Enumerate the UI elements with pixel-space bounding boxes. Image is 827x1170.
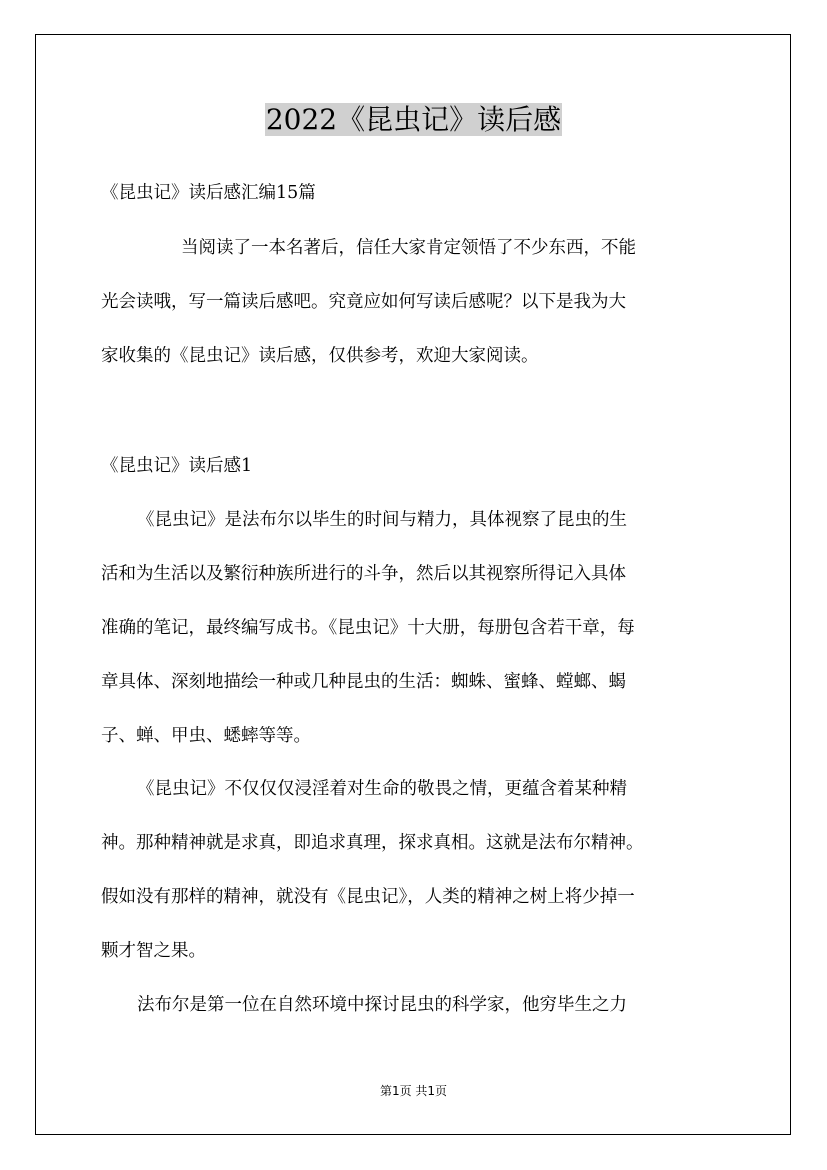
body-line-10: 法布尔是第一位在自然环境中探讨昆虫的科学家，他穷毕生之力 bbox=[137, 995, 627, 1015]
document-subtitle: 《昆虫记》读后感汇编15篇 bbox=[101, 183, 316, 203]
title-text: 2022《昆虫记》读后感 bbox=[265, 103, 562, 136]
body-line-1: 《昆虫记》是法布尔以毕生的时间与精力，具体视察了昆虫的生 bbox=[137, 510, 627, 530]
body-line-9: 颗才智之果。 bbox=[101, 941, 206, 961]
body-line-6: 《昆虫记》不仅仅仅浸淫着对生命的敬畏之情，更蕴含着某种精 bbox=[137, 779, 627, 799]
intro-line-2: 光会读哦，写一篇读后感吧。究竟应如何写读后感呢？以下是我为大 bbox=[101, 292, 626, 312]
body-line-7: 神。那种精神就是求真，即追求真理，探求真相。这就是法布尔精神。 bbox=[101, 833, 644, 853]
page-footer: 第1页 共1页 bbox=[379, 1084, 448, 1098]
body-line-5: 子、蝉、甲虫、蟋蟀等等。 bbox=[101, 726, 311, 746]
document-title bbox=[0, 98, 827, 142]
body-line-2: 活和为生活以及繁衍种族所进行的斗争，然后以其视察所得记入具体 bbox=[101, 564, 626, 584]
intro-line-3: 家收集的《昆虫记》读后感，仅供参考，欢迎大家阅读。 bbox=[101, 346, 539, 366]
section-heading: 《昆虫记》读后感1 bbox=[101, 456, 253, 476]
body-line-8: 假如没有那样的精神，就没有《昆虫记》，人类的精神之树上将少掉一 bbox=[101, 887, 635, 907]
body-line-3: 准确的笔记，最终编写成书。《昆虫记》十大册，每册包含若干章，每 bbox=[101, 618, 635, 638]
body-line-4: 章具体、深刻地描绘一种或几种昆虫的生活：蜘蛛、蜜蜂、螳螂、蝎 bbox=[101, 672, 626, 692]
intro-line-1: 当阅读了一本名著后，信任大家肯定领悟了不少东西，不能 bbox=[181, 238, 636, 258]
